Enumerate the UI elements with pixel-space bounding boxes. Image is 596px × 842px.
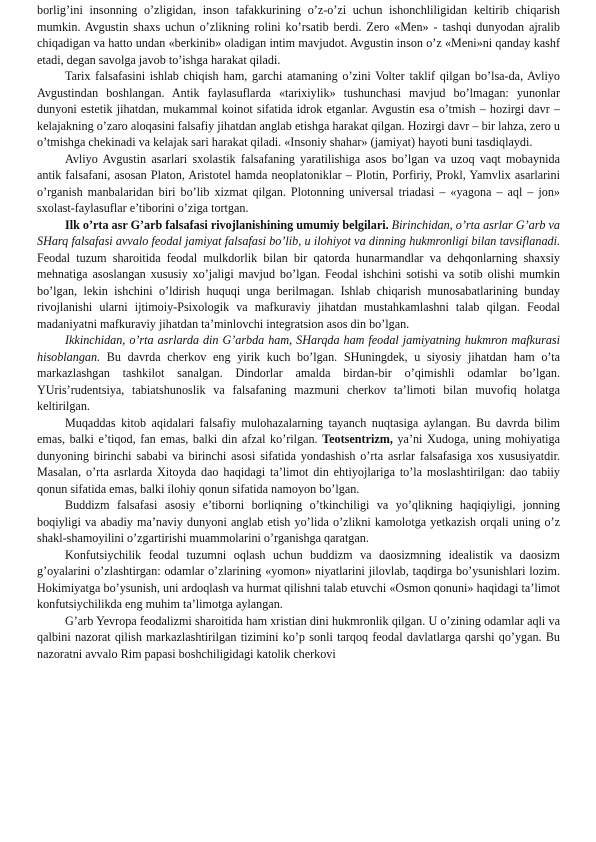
paragraph-confucianism: Konfutsiychilik feodal tuzumni oqlash uchun buddizm va daosizmning idealistik va daosizm g’oyalarini o’zlashtirgan: odamlar o’zlarining «yomon» niyatlarini jilovlab, taqdirga bo’ysunishlari lozim. Hokimiyatga bo’ysunish, uni ardoqlash va hurmat qilishni talab etuvchi «Osmon qonuni» haqidagi ta’limot konfutsiychilikda eng muhim ta’limotga aylangan. xyxy=(37,547,560,611)
paragraph-avgustin-self: borlig’ini insonning o’zligidan, inson tafakkurining o’z-o’zi uchun ishonchliligidan keltirib chiqarish mumkin. Avgustin shaxs uchun o’zlikning rolini ko’rsatib berdi. Zero «Men» - tashqi dunyodan ajralib chiqadigan va hatto undan «berkinib» oladigan intim mavjudot. Avgustin inson o’z «Meni»ni qanday kashf etadi, degan savolga javob to’ishga harakat qiladi. xyxy=(37,3,560,67)
paragraph-scholastic-basis: Avliyo Avgustin asarlari sxolastik falsafaning yaratilishiga asos bo’lgan va uzoq vaqt mobaynida antik falsafani, asosan Platon, Aristotel hamda neoplatoniklar – Plotin, Porfiriy, Prokl, Yamvlix asarlarini o’rganish manbalaridan biri bo’lib xizmat qilgan. Plotonning universal triadasi – «yagona – aql – jon» sxolast-faylasuflar e’tiborini o’ziga tortgan. xyxy=(37,151,560,215)
second-feature-text: Bu davrda cherkov eng yirik kuch bo’lgan. SHuningdek, u siyosiy jihatdan ham o’ta markazlashgan tashkilot sanalgan. Dindorlar amalda birdan-bir o’qimishli odamlar bo’lgan. YUris’rudentsiya, tabiatshunoslik va falsafaning mazmuni cherkov ta’limoti bilan muvofiq holatga keltirilgan. xyxy=(37,349,560,413)
theocentrism-text: ya’ni Xudoga, uning mohiyatiga dunyoning birinchi sababi va birinchi asosi sifatida yondashish o’rta asrlar falsafasiga xos xususiyatdir. Masalan, o’rta asrlarda Xitoyda dao haqidagi ta’limot din ehtiyojlariga to’la moslashtirilgan: dao tabiiy qonun sifatida emas, balki ilohiy qonun sifatida namoyon bo’lgan. xyxy=(37,432,560,496)
theocentrism-term: Teotsentrizm, xyxy=(322,432,393,446)
second-feature: Ikkinchidan, o’rta asrlarda din G’arbda ham, SHarqda ham feodal jamiyatning hukmron mafkurasi hisoblangan. xyxy=(37,333,560,364)
section-heading: Ilk o’rta asr G’arb falsafasi rivojlanishining umumiy belgilari. xyxy=(65,217,389,232)
paragraph-western-europe: G’arb Yevropa feodalizmi sharoitida ham xristian dini hukmronlik qilgan. U o’zining odamlar aqli va qalbini nazorat qilish markazlashtirilgan tizimini ko’p sonli tarqoq feodal davlatlarga qarshi qo’ygan. Bu nazoratni avvalo Rim papasi boshchiligidagi katolik cherkovi xyxy=(37,613,560,661)
paragraph-history-philosophy: Tarix falsafasini ishlab chiqish ham, garchi atamaning o’zini Volter taklif qilgan bo’lsa-da, Avliyo Avgustindan boshlangan. Antik faylasuflarda «tarixiylik» tushunchasi mavjud bo’lmagan: yunonlar dunyoni estetik jihatdan, mukammal koinot sifatida idrok etganlar. Avgustin esa o’tmish – hozirgi davr – kelajakning o’zaro aloqasini falsafiy jihatdan anglab etishga harakat qilgan. Hozirgi davr – bir lahza, zero u o’tmishga chekinadi va kelajak sari harakat qiladi. «Insoniy shahar» (jamiyat) hayoti buni tasdiqlaydi. xyxy=(37,69,560,149)
document-page xyxy=(37,2,560,662)
paragraph-theocentrism xyxy=(37,415,560,498)
paragraph-buddhism: Buddizm falsafasi asosiy e’tiborni borliqning o’tkinchiligi va yo’qlikning haqiqiyligi, jonning boqiyligi va abadiy ma’naviy dunyoni anglab etish yo’lida o’zlikni kamolotga yetkazish orqali uning o’z shakl-shamoyilini o’zgartirishi muammolarini o’rganishga qaratgan. xyxy=(37,498,560,545)
paragraph-second-feature xyxy=(37,332,560,415)
paragraph-early-medieval-features xyxy=(37,217,560,333)
first-feature: Birinchidan, o’rta asrlar G’arb va SHarq falsafasi avvalo feodal jamiyat falsafasi bo’lib, u ilohiyot va dinning hukmronligi bilan tavsiflanadi. xyxy=(37,217,560,248)
first-feature-text: Feodal tuzum sharoitida feodal mulkdorlik bilan bir qatorda hunarmandlar va dehqonlarning shaxsiy mehnatiga asoslangan xususiy xo’jaligi mavjud bo’lgan. Feodal ishchini sotishi va sotib olishi mumkin bo’lgan, lekin ishchini o’ldirish huquqi unga berilmagan. Ishlab chiqarish munosabatlarining bunday rivojlanishi ularni ijtimoiy-Psixologik va mafkuraviy jihatdan mustahkamlashni talab qilgan. Feodal madaniyatni mafkuraviy jihatdan ta’minlovchi integratsion asos din bo’lgan. xyxy=(37,250,560,331)
theocentrism-intro: Muqaddas kitob aqidalari falsafiy mulohazalarning tayanch nuqtasiga aylangan. Bu davrda bilim emas, balki e’tiqod, fan emas, balki din afzal ko’rilgan. xyxy=(37,415,560,446)
